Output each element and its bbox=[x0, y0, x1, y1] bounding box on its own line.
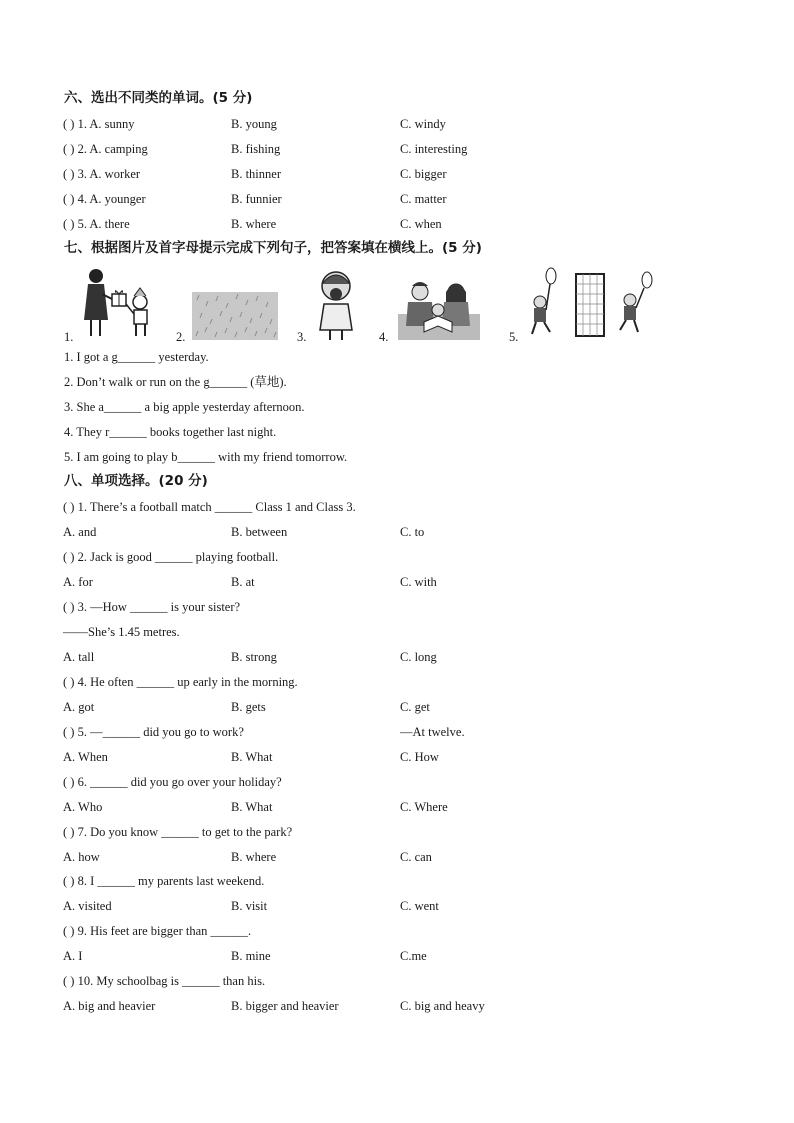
s6-q1-option-b: B. young bbox=[231, 117, 277, 131]
s8-q6-option-c: C. Where bbox=[400, 800, 448, 814]
s6-q1-option-c: C. windy bbox=[400, 117, 446, 131]
badminton-picture bbox=[526, 264, 658, 342]
s7-sentence-1: 1. I got a g______ yesterday. bbox=[64, 350, 209, 364]
picture-1-label: 1. bbox=[64, 330, 74, 344]
s8-q1-stem: ( ) 1. There’s a football match ______ Class 1 and Class 3. bbox=[63, 500, 356, 514]
s6-q4-stem: ( ) 4. A. younger bbox=[63, 192, 146, 206]
s8-q9-option-a: A. I bbox=[63, 949, 83, 963]
s6-q2-stem: ( ) 2. A. camping bbox=[63, 142, 148, 156]
s8-q2-option-a: A. for bbox=[63, 575, 93, 589]
girl-eating-apple-picture bbox=[314, 268, 358, 342]
gift-giving-picture bbox=[78, 266, 158, 342]
s8-q5-option-b: B. What bbox=[231, 750, 273, 764]
s8-q2-option-b: B. at bbox=[231, 575, 255, 589]
s8-q1-option-b: B. between bbox=[231, 525, 288, 539]
s8-q6-option-a: A. Who bbox=[63, 800, 103, 814]
s7-sentence-2: 2. Don’t walk or run on the g______ (草地). bbox=[64, 375, 287, 389]
picture-2-label: 2. bbox=[176, 330, 186, 344]
s6-q4-option-c: C. matter bbox=[400, 192, 447, 206]
s8-q10-option-c: C. big and heavy bbox=[400, 999, 485, 1013]
s8-q8-option-b: B. visit bbox=[231, 899, 268, 913]
s6-q5-stem: ( ) 5. A. there bbox=[63, 217, 130, 231]
s8-q5-stem: ( ) 5. —______ did you go to work? bbox=[63, 725, 244, 739]
grass-picture bbox=[192, 292, 278, 340]
s7-sentence-5: 5. I am going to play b______ with my friend tomorrow. bbox=[64, 450, 348, 464]
section-7-heading: 七、根据图片及首字母提示完成下列句子，把答案填在横线上。(5 分) bbox=[64, 240, 482, 256]
s8-q9-option-b: B. mine bbox=[231, 949, 271, 963]
s8-q10-stem: ( ) 10. My schoolbag is ______ than his. bbox=[63, 974, 266, 988]
s7-sentence-3: 3. She a______ a big apple yesterday afternoon. bbox=[64, 400, 305, 414]
s8-q5-option-c: C. How bbox=[400, 750, 439, 764]
s8-q7-option-a: A. how bbox=[63, 850, 100, 864]
s6-q1-stem: ( ) 1. A. sunny bbox=[63, 117, 135, 131]
s8-q1-option-c: C. to bbox=[400, 525, 425, 539]
s8-q5-answer-side: —At twelve. bbox=[400, 725, 465, 739]
s8-q8-option-a: A. visited bbox=[63, 899, 112, 913]
s8-q8-stem: ( ) 8. I ______ my parents last weekend. bbox=[63, 874, 265, 888]
s8-q7-stem: ( ) 7. Do you know ______ to get to the park? bbox=[63, 825, 293, 839]
s8-q3-option-c: C. long bbox=[400, 650, 437, 664]
s6-q3-option-c: C. bigger bbox=[400, 167, 447, 181]
s8-q3-option-b: B. strong bbox=[231, 650, 277, 664]
s6-q2-option-b: B. fishing bbox=[231, 142, 281, 156]
s8-q9-option-c: C.me bbox=[400, 949, 427, 963]
s8-q5-option-a: A. When bbox=[63, 750, 108, 764]
section-8-heading: 八、单项选择。(20 分) bbox=[64, 473, 208, 489]
family-reading-picture bbox=[398, 278, 480, 340]
s8-q7-option-b: B. where bbox=[231, 850, 277, 864]
picture-3-label: 3. bbox=[297, 330, 307, 344]
s8-q4-stem: ( ) 4. He often ______ up early in the morning. bbox=[63, 675, 298, 689]
s8-q3-answer-line: ——She’s 1.45 metres. bbox=[63, 625, 180, 639]
s8-q1-option-a: A. and bbox=[63, 525, 97, 539]
s8-q3-stem: ( ) 3. —How ______ is your sister? bbox=[63, 600, 241, 614]
s6-q3-stem: ( ) 3. A. worker bbox=[63, 167, 141, 181]
section-6-heading: 六、选出不同类的单词。(5 分) bbox=[64, 90, 253, 106]
s6-q2-option-c: C. interesting bbox=[400, 142, 468, 156]
s6-q5-option-c: C. when bbox=[400, 217, 442, 231]
s8-q9-stem: ( ) 9. His feet are bigger than ______. bbox=[63, 924, 252, 938]
s8-q3-option-a: A. tall bbox=[63, 650, 95, 664]
s8-q6-stem: ( ) 6. ______ did you go over your holiday? bbox=[63, 775, 282, 789]
s8-q10-option-b: B. bigger and heavier bbox=[231, 999, 339, 1013]
s8-q4-option-c: C. get bbox=[400, 700, 430, 714]
picture-4-label: 4. bbox=[379, 330, 389, 344]
s8-q4-option-b: B. gets bbox=[231, 700, 266, 714]
s7-sentence-4: 4. They r______ books together last night. bbox=[64, 425, 277, 439]
picture-5-label: 5. bbox=[509, 330, 519, 344]
s8-q6-option-b: B. What bbox=[231, 800, 273, 814]
s8-q8-option-c: C. went bbox=[400, 899, 439, 913]
s8-q7-option-c: C. can bbox=[400, 850, 432, 864]
s8-q10-option-a: A. big and heavier bbox=[63, 999, 156, 1013]
s6-q5-option-b: B. where bbox=[231, 217, 277, 231]
s8-q2-stem: ( ) 2. Jack is good ______ playing football. bbox=[63, 550, 279, 564]
s6-q4-option-b: B. funnier bbox=[231, 192, 282, 206]
s6-q3-option-b: B. thinner bbox=[231, 167, 281, 181]
s8-q4-option-a: A. got bbox=[63, 700, 95, 714]
s8-q2-option-c: C. with bbox=[400, 575, 437, 589]
